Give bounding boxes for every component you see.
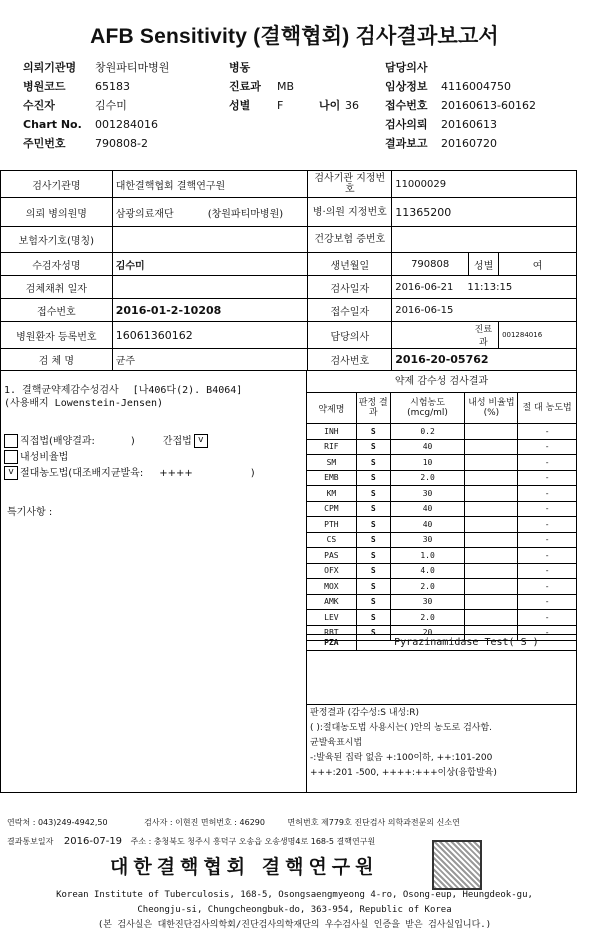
sens-row (307, 470, 577, 486)
method-medium: (사용배지 Lowenstein-Jensen) (4, 398, 164, 409)
sens-cell-drug: CS (307, 532, 357, 548)
sens-cell-res (465, 424, 518, 440)
patient-label: 수검자성명 (1, 253, 113, 276)
agency-code-label: 검사기관 지정번호 (308, 171, 392, 198)
sens-cell-abs: - (518, 625, 577, 641)
sens-cell-abs: - (518, 594, 577, 610)
footer-line2: 결과통보일자 2016-07-19 주소 : 충청북도 청주시 흥덕구 오송읍 오송생명4로 168-5 결핵연구원 (7, 836, 376, 847)
sens-cell-judge: S (356, 501, 390, 517)
sens-cell-abs: - (518, 424, 577, 440)
indirect-checkbox[interactable]: v (194, 434, 208, 448)
sens-cell-res (465, 594, 518, 610)
sens-row (307, 579, 577, 595)
sens-cell-conc: 0.2 (390, 424, 465, 440)
header-right: 담당의사 임상정보 4116004750 접수번호 20160613-60162 검사의뢰 20160613 결과보고 20160720 (385, 61, 536, 150)
sens-row (307, 486, 577, 502)
sens-cell-conc: 30 (390, 594, 465, 610)
sens-cell-abs: - (518, 517, 577, 533)
sens-row (307, 532, 577, 548)
sens-cell-res (465, 532, 518, 548)
sens-cell-conc: 10 (390, 455, 465, 471)
sens-gap (306, 622, 577, 634)
health-ins-value (392, 227, 577, 253)
sens-cell-abs: - (518, 579, 577, 595)
direct-checkbox[interactable] (4, 434, 18, 448)
insured-label: 보험자기호(명칭) (1, 227, 113, 253)
sens-cell-judge: S (356, 610, 390, 626)
sens-cell-judge: S (356, 579, 390, 595)
reg-no-label: 병원환자 등록번호 (1, 322, 113, 349)
official-seal (432, 840, 482, 890)
insured-value (112, 227, 308, 253)
agency-code-value: 11000029 (392, 171, 577, 198)
sens-cell-abs: - (518, 563, 577, 579)
sens-cell-judge: S (356, 470, 390, 486)
sens-cell-judge: S (356, 625, 390, 641)
header-row: 수진자 김수미 (23, 99, 127, 112)
sex-value: 여 (499, 253, 577, 276)
sens-cell-drug: AMK (307, 594, 357, 610)
sens-cell-conc: 30 (390, 532, 465, 548)
sens-cell-res (465, 439, 518, 455)
sens-cell-res (465, 470, 518, 486)
test-date-label: 검사일자 (308, 276, 392, 299)
sens-cell-conc: 40 (390, 501, 465, 517)
test-no-value: 2016-20-05762 (392, 349, 577, 371)
agency-label: 검사기관명 (1, 171, 113, 198)
sens-row (307, 455, 577, 471)
header-row: Chart No. 001284016 (23, 118, 158, 131)
sens-cell-abs: - (518, 610, 577, 626)
sens-row (307, 424, 577, 440)
sens-bottom-space (306, 649, 577, 704)
sens-cell-drug: OFX (307, 563, 357, 579)
sens-cell-res (465, 563, 518, 579)
dob-value: 790808 (392, 253, 469, 276)
sens-cell-drug: RIF (307, 439, 357, 455)
sens-cell-conc: 2.0 (390, 610, 465, 626)
pza-label: PZA (307, 635, 357, 651)
sens-cell-abs: - (518, 486, 577, 502)
sens-cell-res (465, 517, 518, 533)
sens-cell-conc: 4.0 (390, 563, 465, 579)
sens-cell-drug: MOX (307, 579, 357, 595)
sens-cell-drug: PTH (307, 517, 357, 533)
sens-cell-judge: S (356, 594, 390, 610)
pza-value: Pyrazinamidase Test( S ) (356, 635, 576, 651)
sens-row (307, 517, 577, 533)
sens-row (307, 501, 577, 517)
hospital-code-value: 11365200 (392, 198, 577, 227)
sens-row (307, 594, 577, 610)
legend-box: 판정결과 (감수성:S 내성:R) ( ):절대농도법 사용시는( )안의 농도로 검사함. 균발육표시법 -:발육된 집락 없음 +:100이하, ++:101-200 +++:201 -500, ++++:+++이상(융합발육) (306, 704, 577, 793)
specimen-label: 검 체 명 (1, 349, 113, 371)
sens-cell-drug: SM (307, 455, 357, 471)
collect-label: 검체채취 일자 (1, 276, 113, 299)
sens-cell-conc: 2.0 (390, 579, 465, 595)
method-code: [나406다(2). B4064] (132, 385, 243, 396)
receipt-date-value: 2016-06-15 (392, 299, 577, 322)
sens-cell-res (465, 486, 518, 502)
sens-cell-judge: S (356, 563, 390, 579)
sens-cell-judge: S (356, 439, 390, 455)
agency-value: 대한결핵협회 결핵연구원 (112, 171, 308, 198)
sens-cell-abs: - (518, 439, 577, 455)
sens-cell-conc: 1.0 (390, 548, 465, 564)
specimen-value: 균주 (112, 349, 308, 371)
health-ins-label: 건강보험 증번호 (308, 227, 392, 253)
sens-cell-drug: EMB (307, 470, 357, 486)
sens-cell-judge: S (356, 517, 390, 533)
test-date-cell: 2016-06-21 11:13:15 (392, 276, 577, 299)
doctor-value (392, 322, 469, 349)
hospital-code-label: 병·의원 지정번호 (308, 198, 392, 227)
sens-cell-res (465, 455, 518, 471)
sens-cell-abs: - (518, 455, 577, 471)
sens-cell-res (465, 548, 518, 564)
sens-title: 약제 감수성 검사결과 (306, 370, 577, 393)
sens-cell-judge: S (356, 532, 390, 548)
hospital-cell: 삼광의료재단 (창원파티마병원) (112, 198, 308, 227)
address-en: Korean Institute of Tuberculosis, 168-5, Osongsaengmyeong 4-ro, Osong-eup, Heungdeok-gu, Cheongju-si, Chungcheongbuk-do, 363-954, Republic of Korea (본 검사실은 대한진단검사의학회/진단검사의학재단의 우수검사실 인증을 받은 검사실입니다.) (56, 890, 533, 930)
resist-checkbox[interactable] (4, 450, 18, 464)
sens-cell-res (465, 579, 518, 595)
test-no-label: 검사번호 (308, 349, 392, 371)
sens-cell-judge: S (356, 424, 390, 440)
header-row: 병원코드 65183 (23, 80, 130, 93)
sens-cell-judge: S (356, 455, 390, 471)
header-row: 주민번호 790808-2 (23, 137, 148, 150)
collect-value (112, 276, 308, 299)
absolute-checkbox[interactable]: v (4, 466, 18, 480)
method-options: 직접법(배양결과: ) 간접법 v 내성비율법 v 절대농도법(대조배지균발육: ++++ ) (4, 434, 255, 482)
report-title: AFB Sensitivity (결핵협회) 검사결과보고서 (90, 25, 499, 48)
reg-no-value: 16061360162 (112, 322, 308, 349)
sens-cell-conc: 40 (390, 517, 465, 533)
method-section (4, 384, 242, 410)
info-table (0, 170, 577, 371)
sens-cell-drug: CPM (307, 501, 357, 517)
dob-label: 생년월일 (308, 253, 392, 276)
sens-cell-judge: S (356, 486, 390, 502)
sens-cell-abs: - (518, 548, 577, 564)
sens-cell-abs: - (518, 470, 577, 486)
sens-row (307, 439, 577, 455)
sens-cell-abs: - (518, 501, 577, 517)
notes-label: 특기사항 : (7, 507, 53, 518)
org-name: 대한결핵협회 결핵연구원 (110, 856, 379, 878)
sens-row (307, 563, 577, 579)
sex-label: 성별 (469, 253, 499, 276)
sens-cell-res (465, 501, 518, 517)
receipt-no-value: 2016-01-2-10208 (112, 299, 308, 322)
sens-cell-conc: 30 (390, 486, 465, 502)
sens-cell-drug: RBT (307, 625, 357, 641)
sens-table: 약제명 판정 결과 시험농도 (mcg/ml) 내성 비율법(%) 절 대 농도법 INH S 0.2 - RIF S 40 - SM S 10 - EMB S 2.0 - KM S 30 - CPM S 40 - PTH S 40 - CS S 30 - PAS S 1.0 - OFX S 4.0 - MOX S 2.0 - AMK S 30 - LEV S 2.0 - RBT S 20 - (306, 392, 577, 641)
sens-cell-abs: - (518, 532, 577, 548)
header-middle: 병동 진료과 MB 성별 F 나이 36 (229, 61, 359, 112)
receipt-date-label: 접수일자 (308, 299, 392, 322)
sens-cell-judge: S (356, 548, 390, 564)
header-left (23, 58, 169, 153)
patient-value: 김수미 (112, 253, 308, 276)
sens-cell-conc: 2.0 (390, 470, 465, 486)
sens-cell-drug: KM (307, 486, 357, 502)
sens-cell-drug: LEV (307, 610, 357, 626)
receipt-no-label: 접수번호 (1, 299, 113, 322)
footer-line1: 연락처 : 043)249-4942,50 검사자 : 이현진 면허번호 : 46290 면허번호 제779호 진단검사 의학과전문의 신소연 (7, 818, 460, 827)
sens-cell-conc: 20 (390, 625, 465, 641)
sens-cell-drug: PAS (307, 548, 357, 564)
method-title: 1. 결핵균약제감수성검사 (4, 385, 119, 396)
header-row: 의뢰기관명 창원파티마병원 (23, 61, 170, 74)
sens-cell-drug: INH (307, 424, 357, 440)
dept-label: 진료과 (469, 322, 499, 349)
sens-cell-conc: 40 (390, 439, 465, 455)
doctor-label: 담당의사 (308, 322, 392, 349)
hospital-label: 의뢰 병의원명 (1, 198, 113, 227)
dept-value: 001284016 (499, 322, 577, 349)
sens-row (307, 548, 577, 564)
